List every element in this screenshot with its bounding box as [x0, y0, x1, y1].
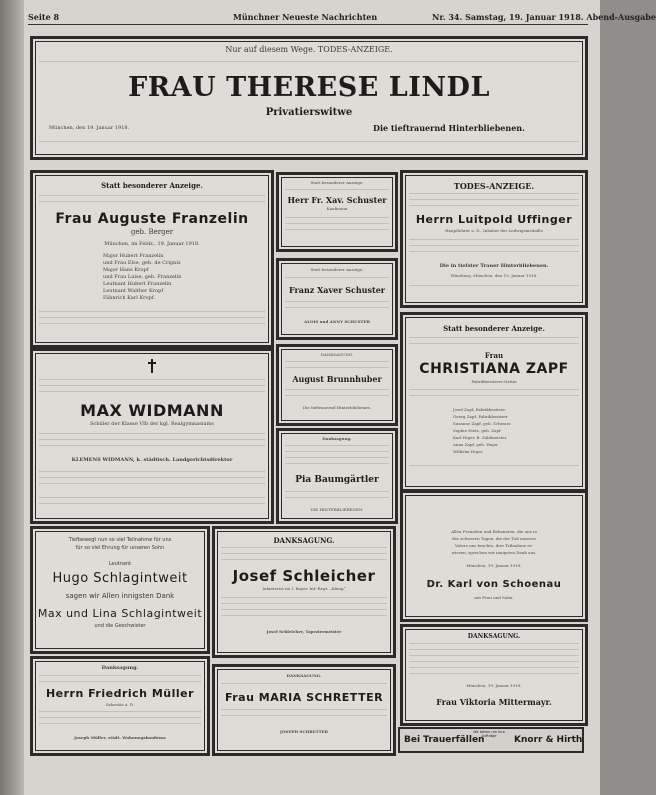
brunnhuber-notice — [276, 344, 398, 426]
notice-intro: Nur auf diesem Wege. — [225, 45, 316, 54]
knorr-hirth-advertisement — [398, 727, 584, 753]
cross-icon — [148, 359, 156, 373]
notice-line: der schweren Tagen, die der Tod unseres — [452, 536, 536, 541]
deceased-name: Herrn Friedrich Müller — [45, 687, 195, 700]
widmann-notice — [30, 348, 274, 524]
notice-signature: JOSEPH SCHRETTER — [280, 729, 328, 734]
family-member: und Frau Else, geb. de Crignis — [103, 260, 181, 266]
mittermayr-notice — [400, 624, 588, 726]
notice-title: Frau — [484, 351, 504, 360]
notice-label: TODES-ANZEIGE. — [317, 45, 393, 54]
deceased-role: Sekretär a. D. — [105, 702, 135, 707]
notice-signature: Joseph Müller, städt. Wohnungsbaufirma — [74, 735, 166, 740]
family-member: Major Hubert Franzelin — [103, 253, 164, 259]
notice-line: Tiefbewegt nun so viel Teilnahme für uns — [68, 537, 172, 543]
notice-head: DANKSAGUNG. — [273, 536, 335, 545]
page-number: Seite 8 — [28, 12, 60, 22]
notice-signature: ALOIS und ANNY SCHUSTER — [304, 319, 370, 324]
notice-line: Allen Freunden und Bekannten, die uns in — [451, 529, 537, 534]
family-member: und Frau Luise, geb. Franzelin — [103, 274, 182, 280]
family-member: Wilhelm Hujer — [453, 449, 483, 454]
family-member: Anna Zapf, geb. Hujer — [453, 442, 498, 447]
family-member: Karl Hujer, B. Zahlmeister — [453, 435, 507, 440]
family-member: Leutnant Hubert Franzelin — [103, 281, 172, 287]
notice-signature: Die in tiefster Trauer Hinterbliebenen. — [439, 263, 549, 269]
deceased-role: Privatierswitwe — [265, 107, 353, 118]
notice-head: Danksagung. — [101, 665, 139, 671]
schleicher-notice — [212, 526, 396, 658]
deceased-name: Herr Fr. Xav. Schuster — [287, 195, 387, 205]
deceased-name: Dr. Karl von Schoenau — [426, 579, 562, 590]
deceased-name: Franz Xaver Schuster — [289, 285, 385, 295]
notice-head: Statt besonderer Anzeige. — [310, 180, 364, 185]
notice-city: München, im Feldz., 19. Januar 1918. — [104, 241, 200, 247]
deceased-name: Pia Baumgärtler — [295, 475, 379, 485]
notice-line: für so viel Ehrung für unseren Sohn — [75, 545, 165, 551]
family-member: Sophie Dietz, geb. Zapf — [453, 428, 501, 433]
schuster-notice-1 — [276, 172, 398, 252]
notice-city: Würzburg, München, den 19. Januar 1918. — [450, 273, 538, 278]
notice-city: München, 19. Januar 1918. — [466, 563, 522, 568]
parents-names: Max und Lina Schlagintweit — [37, 607, 203, 620]
notice-line: und die Geschwister — [94, 623, 146, 629]
notice-head: Danksagung. — [322, 436, 352, 441]
family-member: Major Hans Kropf — [103, 267, 149, 273]
deceased-name: MAX WIDMANN — [80, 401, 224, 420]
baumgartler-notice — [276, 428, 398, 524]
deceased-name: Herrn Luitpold Uffinger — [415, 213, 573, 226]
notice-signer: KLEMENS WIDMANN, k. städtisch. Landgerichtsdirektor — [71, 457, 233, 463]
issue-info: Nr. 34. Samstag, 19. Januar 1918. Abend-Ausgabe — [432, 12, 656, 22]
family-member: Susanne Zapf, geb. Schwarz — [453, 421, 511, 426]
schuster-notice-2 — [276, 258, 398, 340]
family-member: Josef Zapf, Fabrikbesitzer — [453, 407, 506, 412]
deceased-name: Josef Schleicher — [232, 567, 376, 585]
notice-city: München, 19. Januar 1918. — [466, 683, 522, 688]
deceased-name: Hugo Schlagintweit — [52, 571, 188, 586]
notice-signature: DIE HINTERBLIEBENEN. — [310, 507, 364, 512]
family-member: Leutnant Walther Kropf — [103, 288, 164, 294]
deceased-name: Frau Viktoria Mittermayr. — [436, 697, 552, 707]
muller-notice — [30, 656, 210, 756]
deceased-name: August Brunnhuber — [292, 374, 382, 384]
family-line: mit Frau und Sohn. — [474, 595, 514, 600]
newspaper-title: Münchner Neueste Nachrichten — [233, 12, 378, 22]
notice-head: DANKSAGUNG. — [467, 633, 521, 640]
notice-signature: Die tieftrauernd Hinterbliebenen. — [302, 405, 372, 410]
deceased-role: Hauptlehrer a. D., Inhaber der Ludwigsmedaille — [445, 228, 543, 233]
deceased-role: Infanterist im I. Bayer. Inf.-Regt. „König“ — [262, 586, 346, 591]
ad-brand: Knorr & Hirth — [514, 735, 583, 745]
schlagintweit-notice — [30, 526, 210, 654]
notice-head: Statt besonderer Anzeige. — [101, 181, 203, 190]
lindl-death-notice — [30, 36, 588, 160]
uffinger-notice — [400, 170, 588, 308]
deceased-school: Schüler der Klasse VIb der kgl. Realgymnasiums — [90, 421, 214, 427]
franzelin-notice — [30, 170, 274, 348]
rank: Leutnant — [108, 561, 132, 567]
notice-head: Statt besonderer Anzeige. — [443, 324, 545, 333]
notice-head: Statt besonderer Anzeige. — [310, 267, 364, 272]
ad-fine-print: Wir bitten um Ihre Aufträge — [473, 730, 505, 738]
schretter-notice — [212, 664, 396, 756]
notice-head: DANKSAGUNG. — [320, 352, 354, 357]
schoenau-notice — [400, 490, 588, 622]
notice-signature: Die tieftrauernd Hinterbliebenen. — [373, 123, 525, 133]
maiden-name: geb. Berger — [130, 228, 174, 236]
deceased-role: Fabrikbesitzers-Gattin — [471, 379, 517, 384]
page-header — [28, 10, 656, 25]
deceased-name: CHRISTIANA ZAPF — [419, 361, 569, 377]
family-member: Georg Zapf, Fabrikbesitzer — [453, 414, 508, 419]
notice-line: Vaters uns brachte, ihre Teilnahme er- — [454, 543, 534, 548]
notice-line: sagen wir Allen innigsten Dank — [65, 592, 175, 600]
deceased-name: Frau Auguste Franzelin — [55, 211, 249, 227]
ad-left-text: Bei Trauerfällen — [404, 735, 485, 745]
notice-signature: Josef Schleicher, Tapeziermeister — [266, 629, 342, 634]
notice-head: TODES-ANZEIGE. — [453, 181, 535, 191]
notice-city: München, den 19. Januar 1918. — [49, 125, 130, 131]
deceased-name: Frau MARIA SCHRETTER — [224, 691, 384, 704]
notice-line: wiesen, sprechen wir innigsten Dank aus. — [451, 550, 537, 555]
zapf-notice — [400, 312, 588, 492]
family-member: Fähnrich Karl Kropf. — [103, 295, 156, 301]
deceased-role: Kaufmann — [326, 206, 348, 211]
notice-head: DANKSAGUNG. — [286, 673, 322, 678]
deceased-name: FRAU THERESE LINDL — [128, 72, 490, 103]
